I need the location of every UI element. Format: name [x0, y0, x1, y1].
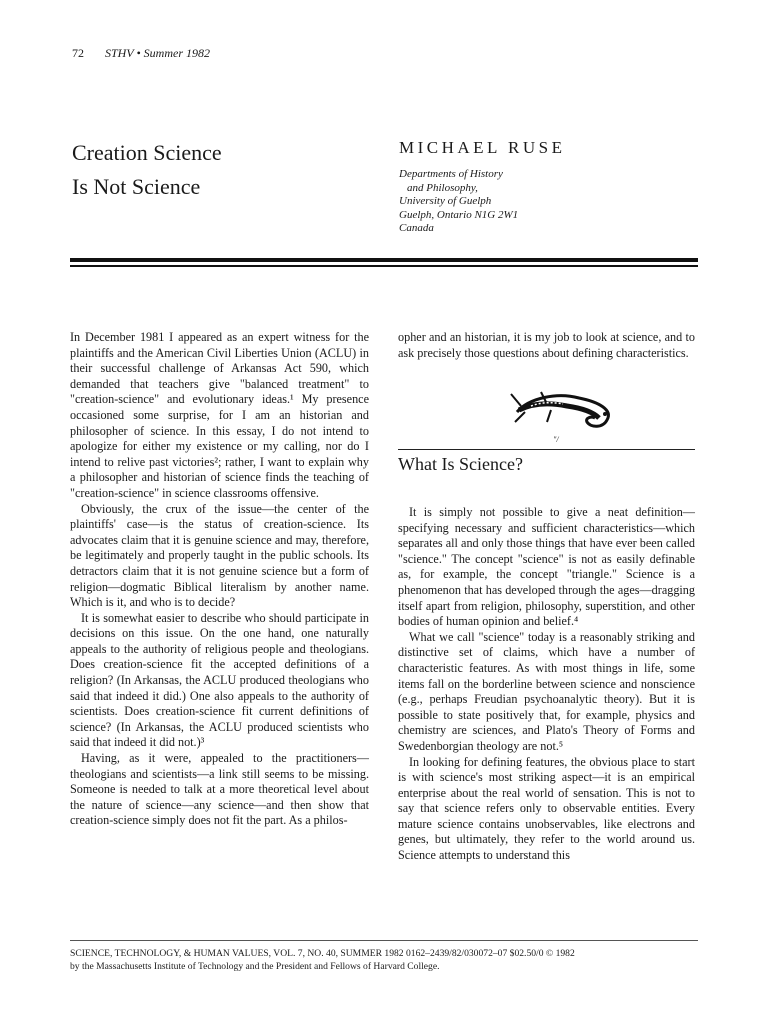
header-rule-thick: [70, 258, 698, 262]
affiliation-line: University of Guelph: [399, 195, 492, 207]
page-number: 72: [72, 46, 84, 60]
lizard-ornament-icon: [507, 388, 617, 444]
title-line-1: Creation Science: [72, 140, 222, 165]
paragraph: It is simply not possible to give a neat definition—specifying necessary and sufficient characteristics—which separates all and only those things that have ever been called "science." The concept "science" is not as easily definable as, for example, the concept "triangle." Science is a phenomenon that has developed through the ages—dragging itself apart from religion, philosophy, superstition, and other bodies of human opinion and belief.⁴: [398, 505, 695, 629]
journal-issue: STHV • Summer 1982: [105, 46, 210, 60]
paragraph: opher and an historian, it is my job to look at science, and to ask precisely those questions about defining characteristics.: [398, 330, 695, 360]
footer-line-2: by the Massachusetts Institute of Technology and the President and Fellows of Harvard College.: [70, 961, 440, 972]
affiliation-line: Canada: [399, 222, 434, 234]
footer-citation: [70, 947, 698, 973]
paragraph: What we call "science" today is a reasonably striking and distinctive set of claims, which have a number of characteristic features. As with most things in life, some items fall on the borderline between science and nonscience (e.g., perhaps Freudian psychoanalytic theory). But it is possible to state positively that, for example, physics and chemistry are sciences, and Plato's Theory of Forms and Swedenborgian theology are not.⁵: [398, 629, 695, 753]
paragraph: In looking for defining features, the obvious place to start is with science's most striking aspect—it is an empirical enterprise about the real world of sensation. This is not to say that science refers only to observable entities. Every mature science contains unobservables, like electrons and genes, but ultimately, they refer to the world around us. Science attempts to understand this: [398, 754, 695, 863]
article-title: [72, 136, 222, 204]
right-column-body: [398, 505, 695, 864]
paragraph: In December 1981 I appeared as an expert witness for the plaintiffs and the American Civil Liberties Union (ACLU) in their successful challenge of Arkansas Act 590, which demanded that teachers give "balanced treatment" to "creation-science" and evolutionary ideas.¹ My presence occasioned some surprise, for I am an historian and philosopher of science. In this essay, I do not intend to apologize for either my existence or my calling, nor do I intend to relive past victories²; rather, I want to explain why a philosopher and historian of science finds the teaching of "creation-science" in science classrooms offensive.: [70, 330, 369, 500]
right-column-continuation: [398, 330, 695, 361]
author-affiliation: [399, 168, 518, 236]
affiliation-line: and Philosophy,: [407, 181, 478, 194]
paragraph: Having, as it were, appealed to the practitioners—theologians and scientists—a link still seems to be missing. Someone is needed to talk at a more theoretical level about the nature of science—any science—and then show that creation-science simply does not fit the part. As a philos-: [70, 751, 369, 828]
ornament-caption: "/: [553, 435, 559, 444]
paragraph: Obviously, the crux of the issue—the center of the plaintiffs' case—is the status of creation-science. Its advocates claim that it is genuine science and may, therefore, be legitimately and properly taught in the public schools. Its detractors claim that it is not genuine science but a form of religion—dogmatic Biblical literalism by another name. Which is it, and who is to decide?: [70, 501, 369, 610]
section-heading: What Is Science?: [398, 454, 523, 474]
section-rule: [398, 449, 695, 450]
affiliation-line: Guelph, Ontario N1G 2W1: [399, 208, 519, 221]
title-line-2: Is Not Science: [72, 174, 201, 199]
author-name: MICHAEL RUSE: [399, 138, 566, 157]
left-column: [70, 330, 369, 829]
paragraph: It is somewhat easier to describe who should participate in decisions on this issue. On the one hand, one naturally appeals to the authority of religious people and theologians. Does creation-science fit the accepted definitions of a religion? (In Arkansas, the ACLU produced theologians who said that indeed it did.) One also appeals to the authority of scientists. Does creation-science fit current definitions of science? (In Arkansas, the ACLU produced scientists who said that indeed it did not.)³: [70, 610, 369, 750]
footer-line-1: SCIENCE, TECHNOLOGY, & HUMAN VALUES, VOL. 7, NO. 40, SUMMER 1982 0162–2439/82/030072–07 $02.50/0 © 1982: [70, 948, 575, 959]
affiliation-line: Departments of History: [399, 168, 503, 180]
running-head: [72, 46, 210, 61]
footer-rule: [70, 940, 698, 941]
header-rule-thin: [70, 265, 698, 267]
